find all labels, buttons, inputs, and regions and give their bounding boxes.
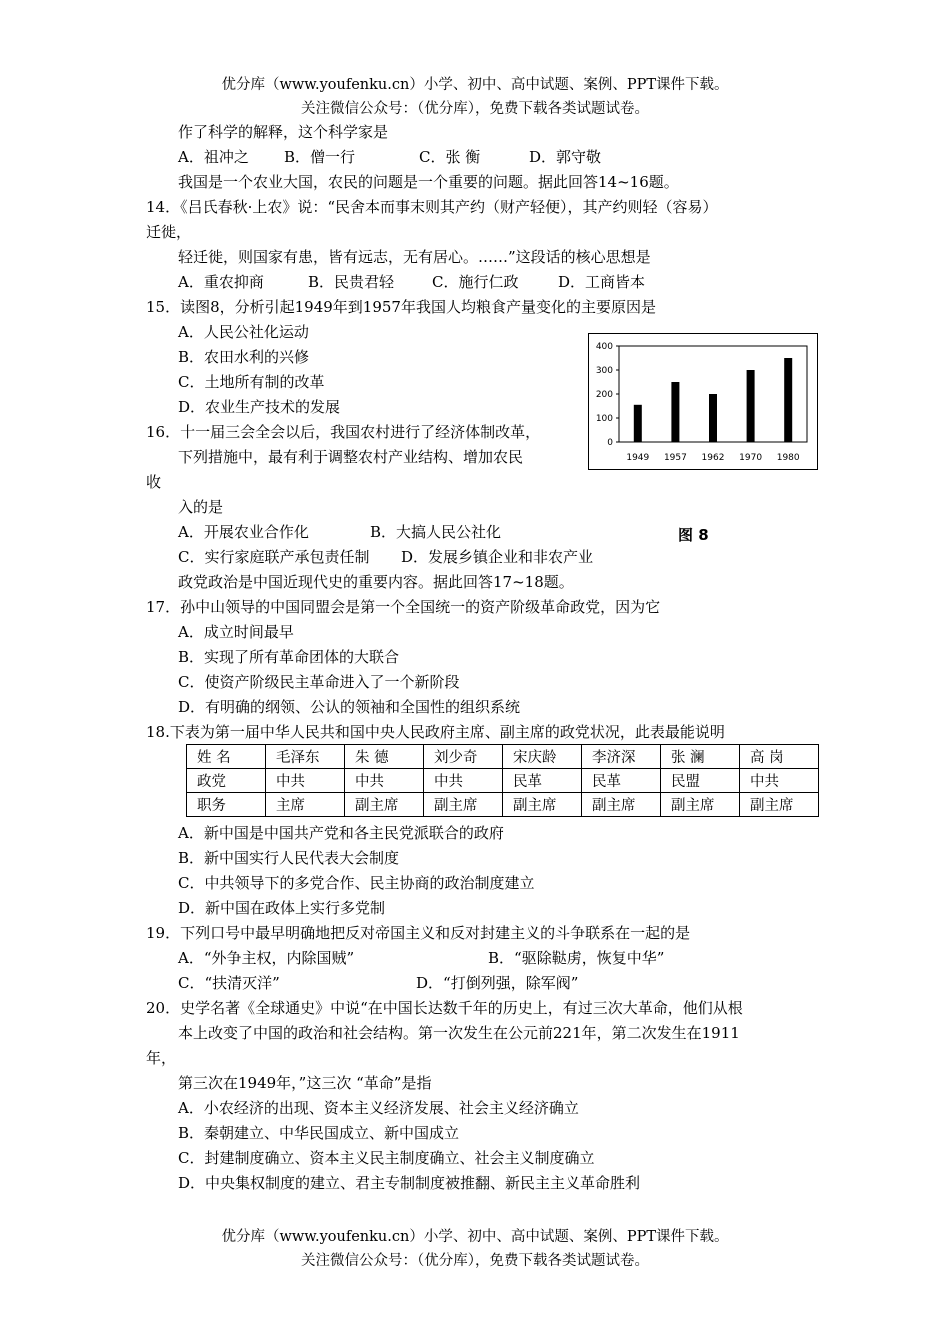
table-cell: 副主席	[503, 793, 582, 817]
q16-option-d: D．发展乡镇企业和非农产业	[401, 548, 594, 566]
x-tick-label: 1962	[701, 453, 725, 463]
q14-stem-line2: 迁徙，	[146, 223, 192, 241]
q20-option-d: D．中央集权制度的建立、君主专制制度被推翻、新民主主义革命胜利	[178, 1174, 641, 1192]
q15-option-c: C．土地所有制的改革	[178, 373, 325, 391]
q17-option-d: D．有明确的纲领、公认的领袖和全国性的组织系统	[178, 698, 521, 716]
table-cell: 中共	[345, 769, 424, 793]
q20-option-a: A．小农经济的出现、资本主义经济发展、社会主义经济确立	[178, 1099, 579, 1117]
q20-stem-line4: 第三次在1949年，”这三次 “革命”是指	[178, 1074, 432, 1092]
bar-1957	[671, 382, 679, 442]
q18-stem: 18.下表为第一届中华人民共和国中央人民政府主席、副主席的政党状况，此表最能说明	[146, 723, 725, 741]
x-tick-label: 1957	[663, 453, 687, 463]
q16-option-b: B．大搞人民公社化	[370, 523, 502, 541]
intro-17-18: 政党政治是中国近现代史的重要内容。据此回答17~18题。	[178, 573, 574, 591]
q16-option-c: C．实行家庭联产承包责任制	[178, 548, 370, 566]
q19-stem: 19．下列口号中最早明确地把反对帝国主义和反对封建主义的斗争联系在一起的是	[146, 924, 691, 942]
table-cell: 副主席	[345, 793, 424, 817]
q19-option-d: D．“打倒列强，除军阀”	[416, 974, 579, 992]
table-cell: 职务	[187, 793, 266, 817]
party-table	[186, 744, 819, 817]
table-cell: 副主席	[740, 793, 819, 817]
bar-1980	[784, 358, 792, 442]
q19-options-row2	[178, 972, 578, 994]
q13-option-a: A．祖冲之	[178, 148, 249, 166]
q17-option-a: A．成立时间最早	[178, 623, 294, 641]
q15-stem: 15．读图8，分析引起1949年到1957年我国人均粮食产量变化的主要原因是	[146, 298, 656, 316]
q18-option-b: B．新中国实行人民代表大会制度	[178, 849, 400, 867]
table-cell: 刘少奇	[424, 745, 503, 769]
q19-option-b: B．“驱除鞑虏，恢复中华”	[488, 949, 665, 967]
q16-stem-line4: 入的是	[178, 498, 224, 516]
q15-option-b: B．农田水利的兴修	[178, 348, 310, 366]
y-tick-label: 300	[595, 366, 613, 376]
table-cell: 主席	[266, 793, 345, 817]
y-tick-label: 0	[607, 438, 613, 448]
q14-options	[178, 271, 645, 293]
table-row	[187, 793, 819, 817]
q13-option-d: D．郭守敬	[529, 148, 602, 166]
q19-option-c: C．“扶清灭洋”	[178, 974, 280, 992]
table-cell: 民革	[503, 769, 582, 793]
table-cell: 中共	[740, 769, 819, 793]
table-cell: 政党	[187, 769, 266, 793]
q16-stem-line3: 收	[146, 473, 162, 491]
q14-option-a: A．重农抑商	[178, 273, 264, 291]
table-cell: 中共	[424, 769, 503, 793]
q20-stem-line1: 20．史学名著《全球通史》中说“在中国长达数千年的历史上，有过三次大革命，他们从根	[146, 999, 743, 1017]
q19-option-a: A．“外争主权，内除国贼”	[178, 949, 355, 967]
q14-option-d: D．工商皆本	[558, 273, 646, 291]
q18-option-a: A．新中国是中国共产党和各主民党派联合的政府	[178, 824, 504, 842]
q13-option-b: B．僧一行	[284, 148, 356, 166]
intro-14-16: 我国是一个农业大国，农民的问题是一个重要的问题。据此回答14~16题。	[178, 173, 679, 191]
q17-stem: 17．孙中山领导的中国同盟会是第一个全国统一的资产阶级革命政党，因为它	[146, 598, 661, 616]
q17-option-b: B．实现了所有革命团体的大联合	[178, 648, 400, 666]
figure-8-chart	[588, 333, 818, 470]
table-cell: 李济深	[582, 745, 661, 769]
q19-options-row1	[178, 947, 664, 969]
q13-tail: 作了科学的解释，这个科学家是	[178, 123, 389, 141]
q14-option-b: B．民贵君轻	[308, 273, 395, 291]
table-cell: 张 澜	[661, 745, 740, 769]
q13-options	[178, 146, 601, 168]
bar-1970	[747, 370, 755, 442]
q16-options-row2	[178, 546, 593, 568]
table-cell: 副主席	[424, 793, 503, 817]
page-header-line1: 优分库（www.youfenku.cn）小学、初中、高中试题、案例、PPT课件下载。	[221, 77, 729, 93]
table-row	[187, 769, 819, 793]
bar-chart-svg	[589, 334, 819, 471]
q20-stem-line3: 年，	[146, 1049, 177, 1067]
x-tick-label: 1980	[776, 453, 800, 463]
table-cell: 民革	[582, 769, 661, 793]
q20-option-b: B．秦朝建立、中华民国成立、新中国成立	[178, 1124, 460, 1142]
q18-option-c: C．中共领导下的多党合作、民主协商的政治制度建立	[178, 874, 535, 892]
table-cell: 中共	[266, 769, 345, 793]
q13-option-c: C．张 衡	[419, 148, 481, 166]
page-footer-line1: 优分库（www.youfenku.cn）小学、初中、高中试题、案例、PPT课件下载。	[221, 1229, 729, 1245]
q14-stem-line1: 14．《吕氏春秋·上农》说：“民舍本而事末则其产约（财产轻便），其产约则轻（容易）	[146, 198, 718, 216]
q20-option-c: C．封建制度确立、资本主义民主制度确立、社会主义制度确立	[178, 1149, 595, 1167]
table-cell: 朱 德	[345, 745, 424, 769]
table-cell: 宋庆龄	[503, 745, 582, 769]
q14-stem-line3: 轻迁徙，则国家有患，皆有远志，无有居心。……”这段话的核心思想是	[178, 248, 651, 266]
q14-option-c: C．施行仁政	[432, 273, 519, 291]
q16-stem-line1: 16．十一届三会全会以后，我国农村进行了经济体制改革，	[146, 423, 541, 441]
x-tick-label: 1970	[739, 453, 763, 463]
q16-option-a: A．开展农业合作化	[178, 523, 309, 541]
table-cell: 毛泽东	[266, 745, 345, 769]
q16-stem-line2: 下列措施中，最有利于调整农村产业结构、增加农民	[178, 448, 524, 466]
table-cell: 副主席	[661, 793, 740, 817]
q17-option-c: C．使资产阶级民主革命进入了一个新阶段	[178, 673, 460, 691]
q16-options-row1	[178, 521, 501, 543]
table-row	[187, 745, 819, 769]
page-footer-line2: 关注微信公众号：（优分库），免费下载各类试题试卷。	[301, 1253, 649, 1269]
y-tick-label: 100	[595, 414, 613, 424]
y-tick-label: 200	[595, 390, 613, 400]
q15-option-a: A．人民公社化运动	[178, 323, 309, 341]
table-cell: 姓 名	[187, 745, 266, 769]
bar-1949	[634, 405, 642, 442]
x-tick-label: 1949	[626, 453, 650, 463]
bar-1962	[709, 394, 717, 442]
table-cell: 副主席	[582, 793, 661, 817]
y-tick-label: 400	[595, 342, 613, 352]
q18-option-d: D．新中国在政体上实行多党制	[178, 899, 386, 917]
q15-option-d: D．农业生产技术的发展	[178, 398, 341, 416]
page-header-line2: 关注微信公众号：（优分库），免费下载各类试题试卷。	[301, 101, 649, 117]
table-cell: 高 岗	[740, 745, 819, 769]
figure-8-caption: 图 8	[678, 526, 709, 544]
table-cell: 民盟	[661, 769, 740, 793]
q20-stem-line2: 本上改变了中国的政治和社会结构。第一次发生在公元前221年，第二次发生在1911	[178, 1024, 740, 1042]
